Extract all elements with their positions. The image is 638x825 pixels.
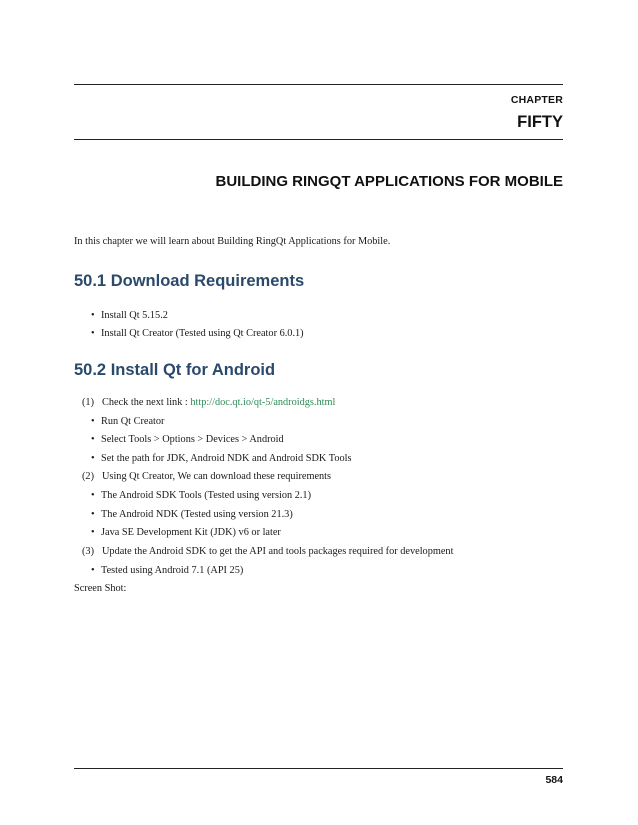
step-number: (2) bbox=[82, 471, 95, 482]
list-item-text: The Android SDK Tools (Tested using version 2.1) bbox=[101, 490, 312, 501]
bullet-icon: • bbox=[91, 490, 95, 501]
section-heading-download-requirements: 50.1 Download Requirements bbox=[74, 272, 305, 290]
step-number: (1) bbox=[82, 397, 95, 408]
list-item-text: The Android NDK (Tested using version 21.3) bbox=[101, 509, 293, 520]
bullet-icon: • bbox=[91, 434, 95, 445]
bullet-icon: • bbox=[91, 565, 95, 576]
header-bottom-rule bbox=[74, 139, 563, 140]
bullet-icon: • bbox=[91, 527, 95, 538]
list-item bbox=[91, 328, 304, 339]
list-item-text: Install Qt 5.15.2 bbox=[101, 310, 168, 321]
step-text: Using Qt Creator, We can download these requirements bbox=[102, 471, 332, 482]
chapter-label: CHAPTER bbox=[510, 94, 563, 106]
list-item bbox=[91, 434, 284, 445]
enumerated-step bbox=[82, 471, 331, 482]
bullet-icon: • bbox=[91, 509, 95, 520]
bullet-icon: • bbox=[91, 328, 95, 339]
bullet-icon: • bbox=[91, 310, 95, 321]
intro-paragraph: In this chapter we will learn about Building RingQt Applications for Mobile. bbox=[74, 236, 391, 247]
list-item-text: Run Qt Creator bbox=[101, 416, 165, 427]
list-item bbox=[91, 565, 243, 576]
enumerated-step bbox=[82, 546, 453, 557]
chapter-title: BUILDING RINGQT APPLICATIONS FOR MOBILE bbox=[215, 173, 563, 190]
list-item bbox=[91, 310, 168, 321]
header-top-rule bbox=[74, 84, 563, 85]
list-item bbox=[91, 490, 311, 501]
step-text: Check the next link : bbox=[102, 397, 191, 408]
bullet-icon: • bbox=[91, 453, 95, 464]
list-item-text: Java SE Development Kit (JDK) v6 or later bbox=[101, 527, 281, 538]
list-item bbox=[91, 509, 293, 520]
list-item-text: Tested using Android 7.1 (API 25) bbox=[101, 565, 244, 576]
list-item bbox=[91, 416, 165, 427]
screenshot-label: Screen Shot: bbox=[74, 583, 127, 594]
page-number: 584 bbox=[545, 774, 563, 786]
section-heading-install-qt-android: 50.2 Install Qt for Android bbox=[74, 361, 276, 379]
list-item bbox=[91, 453, 352, 464]
androidgs-link[interactable]: http://doc.qt.io/qt-5/androidgs.html bbox=[190, 397, 336, 408]
step-number: (3) bbox=[82, 546, 95, 557]
step-text: Update the Android SDK to get the API and tools packages required for development bbox=[102, 546, 454, 557]
list-item-text: Install Qt Creator (Tested using Qt Creator 6.0.1) bbox=[101, 328, 304, 339]
bullet-icon: • bbox=[91, 416, 95, 427]
enumerated-step bbox=[82, 397, 335, 408]
list-item-text: Select Tools > Options > Devices > Android bbox=[101, 434, 284, 445]
list-item-text: Set the path for JDK, Android NDK and Android SDK Tools bbox=[101, 453, 352, 464]
chapter-number: FIFTY bbox=[517, 113, 563, 131]
footer-rule bbox=[74, 768, 563, 769]
list-item bbox=[91, 527, 281, 538]
